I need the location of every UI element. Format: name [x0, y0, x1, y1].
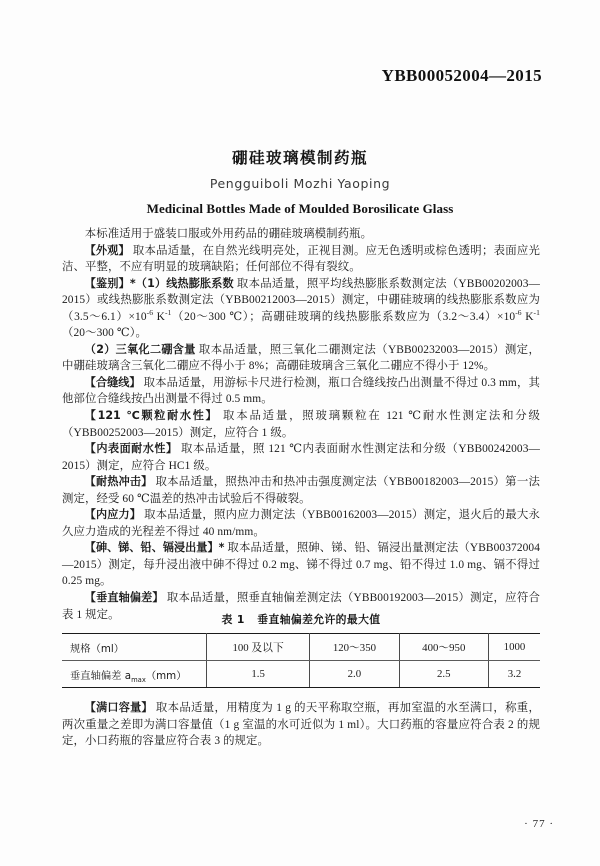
- paragraph-thermal-shock: [62, 474, 540, 507]
- grain-water-resistance-text: 取本品适量，照玻璃颗粒在 121 ℃耐水性测定法和分级（YBB00252003—2015）测定，应符合 1 级。: [62, 410, 540, 439]
- paragraph-full-capacity: [62, 700, 540, 750]
- table-vertical-axis-deviation: [62, 633, 540, 688]
- thermal-shock-text: 取本品适量，照热冲击和热冲击强度测定法（YBB00182003—2015）第一法测定，经受 60 ℃温差的热冲击试验后不得破裂。: [62, 476, 540, 505]
- identification-superscript-3: -6: [515, 307, 522, 317]
- table-cell-spec-3: 400～950: [399, 634, 488, 661]
- paragraph-appearance: [62, 243, 540, 276]
- term-internal-stress: 【内应力】: [84, 508, 142, 522]
- full-capacity-text: 取本品适量，用精度为 1 g 的天平称取空瓶，再加室温的水至满口，称重，两次重量之差即为满口容量值（1 g 室温的水可近似为 1 ml）。大口药瓶的容量应符合表 2 的规定，小口药瓶的容量应符合表 3 的规定。: [62, 702, 540, 748]
- table-cell-spec-4: 1000: [488, 634, 540, 661]
- term-appearance: 【外观】: [84, 243, 130, 257]
- identification-text-5: （20～300 ℃）。: [62, 327, 148, 340]
- paragraph-internal-stress: [62, 507, 540, 540]
- table-cell-value-3: 2.5: [399, 661, 488, 688]
- paragraph-grain-water-resistance: [62, 408, 540, 441]
- page-title-english: Medicinal Bottles Made of Moulded Borosilicate Glass: [146, 201, 454, 216]
- identification-superscript-1: -6: [146, 307, 154, 317]
- table-row-header-spec: 规格（ml）: [62, 634, 207, 661]
- inner-surface-resistance-text: 取本品适量，照 121 ℃内表面耐水性测定法和分级（YBB00242003—2015）测定，应符合 HC1 级。: [62, 443, 540, 472]
- term-thermal-shock: 【耐热冲击】: [84, 475, 153, 489]
- term-grain-water-resistance: 【121 ℃颗粒耐水性】: [84, 409, 219, 423]
- term-identification: 【鉴别】*（1）线热膨胀系数: [84, 276, 234, 290]
- page-number: · 77 ·: [524, 818, 554, 830]
- term-inner-surface-resistance: 【内表面耐水性】: [84, 442, 178, 456]
- internal-stress-text: 取本品适量，照内应力测定法（YBB00162003—2015）测定，退火后的最大永久应力造成的光程差不得过 40 nm/mm。: [62, 509, 540, 538]
- table-row: [62, 661, 540, 688]
- table-cell-value-4: 3.2: [488, 661, 540, 688]
- appearance-text: 取本品适量，在自然光线明亮处，正视目测。应无色透明或棕色透明；表面应光洁、平整，不应有明显的玻璃缺陷；任何部位不得有裂纹。: [62, 244, 540, 274]
- paragraph-b2o3-content: [62, 342, 540, 375]
- term-b2o3-content: （2）三氧化二硼含量: [84, 342, 196, 356]
- term-vertical-axis-deviation: 【垂直轴偏差】: [84, 591, 164, 605]
- paragraph-seam-line: [62, 375, 540, 408]
- term-leaching: 【砷、锑、铅、镉浸出量】*: [84, 541, 225, 555]
- table-1-caption: [62, 612, 540, 627]
- identification-text-4: K: [521, 310, 534, 323]
- term-full-capacity: 【满口容量】: [84, 701, 153, 714]
- table-cell-spec-1: 100 及以下: [207, 634, 310, 661]
- table-row-header-deviation: [62, 661, 207, 688]
- b2o3-text: 取本品适量，照三氧化二硼测定法（YBB00232003—2015）测定，中硼硅玻璃含三氧化二硼应不得小于 8%；高硼硅玻璃含三氧化二硼应不得小于 12%。: [62, 343, 540, 373]
- deviation-label-prefix: 垂直轴偏差 a: [70, 669, 132, 682]
- identification-text-1: 取本品适量，照平均线热膨胀系数测定法（YBB00202003—2015）或线热膨胀系数测定法（YBB00212003—2015）测定，中硼硅玻璃的线热膨胀系数应为（3.5～6.1）×10: [62, 277, 540, 323]
- title-block: [0, 146, 600, 217]
- identification-superscript-4: -1: [533, 307, 540, 317]
- page-title-pinyin: Pengguiboli Mozhi Yaoping: [209, 176, 391, 191]
- paragraph-scope: [62, 226, 540, 243]
- scope-text: 本标准适用于盛装口服或外用药品的硼硅玻璃模制药瓶。: [84, 228, 373, 240]
- table-cell-spec-2: 120～350: [310, 634, 399, 661]
- paragraph-identification: [62, 276, 540, 342]
- identification-text-2: K: [153, 310, 165, 323]
- table-1-caption-title: 垂直轴偏差允许的最大值: [257, 613, 381, 626]
- table-row: [62, 634, 540, 661]
- identification-text-3: （20～300 ℃）；高硼硅玻璃的线热膨胀系数应为（3.2～3.4）×10: [171, 310, 516, 323]
- paragraph-leaching: [62, 540, 540, 590]
- identification-superscript-2: -1: [165, 307, 172, 317]
- leaching-text: 取本品适量，照砷、锑、铅、镉浸出量测定法（YBB00372004—2015）测定，每升浸出液中砷不得过 0.2 mg、锑不得过 0.7 mg、铅不得过 1.0 mg、镉不得过 0.25 mg。: [62, 542, 540, 588]
- vertical-axis-deviation-text: 取本品适量，照垂直轴偏差测定法（YBB00192003—2015）测定，应符合表 1 规定。: [62, 592, 540, 621]
- table-1-caption-label: 表 1: [221, 613, 245, 626]
- page-title-chinese: 硼硅玻璃模制药瓶: [231, 149, 368, 167]
- seam-text: 取本品适量，用游标卡尺进行检测，瓶口合缝线按凸出测量不得过 0.3 mm，其他部位合缝线按凸出测量不得过 0.5 mm。: [62, 376, 540, 406]
- table-cell-value-1: 1.5: [207, 661, 310, 688]
- post-table-content: [62, 700, 540, 750]
- paragraph-inner-surface-resistance: [62, 441, 540, 474]
- table-1-container: [62, 612, 540, 688]
- deviation-label-suffix: （mm）: [145, 669, 187, 682]
- deviation-label-subscript: max: [131, 675, 146, 684]
- body-content: [62, 226, 540, 623]
- term-seam-line: 【合缝线】: [84, 375, 141, 389]
- table-cell-value-2: 2.0: [310, 661, 399, 688]
- standard-code: YBB00052004—2015: [381, 66, 542, 85]
